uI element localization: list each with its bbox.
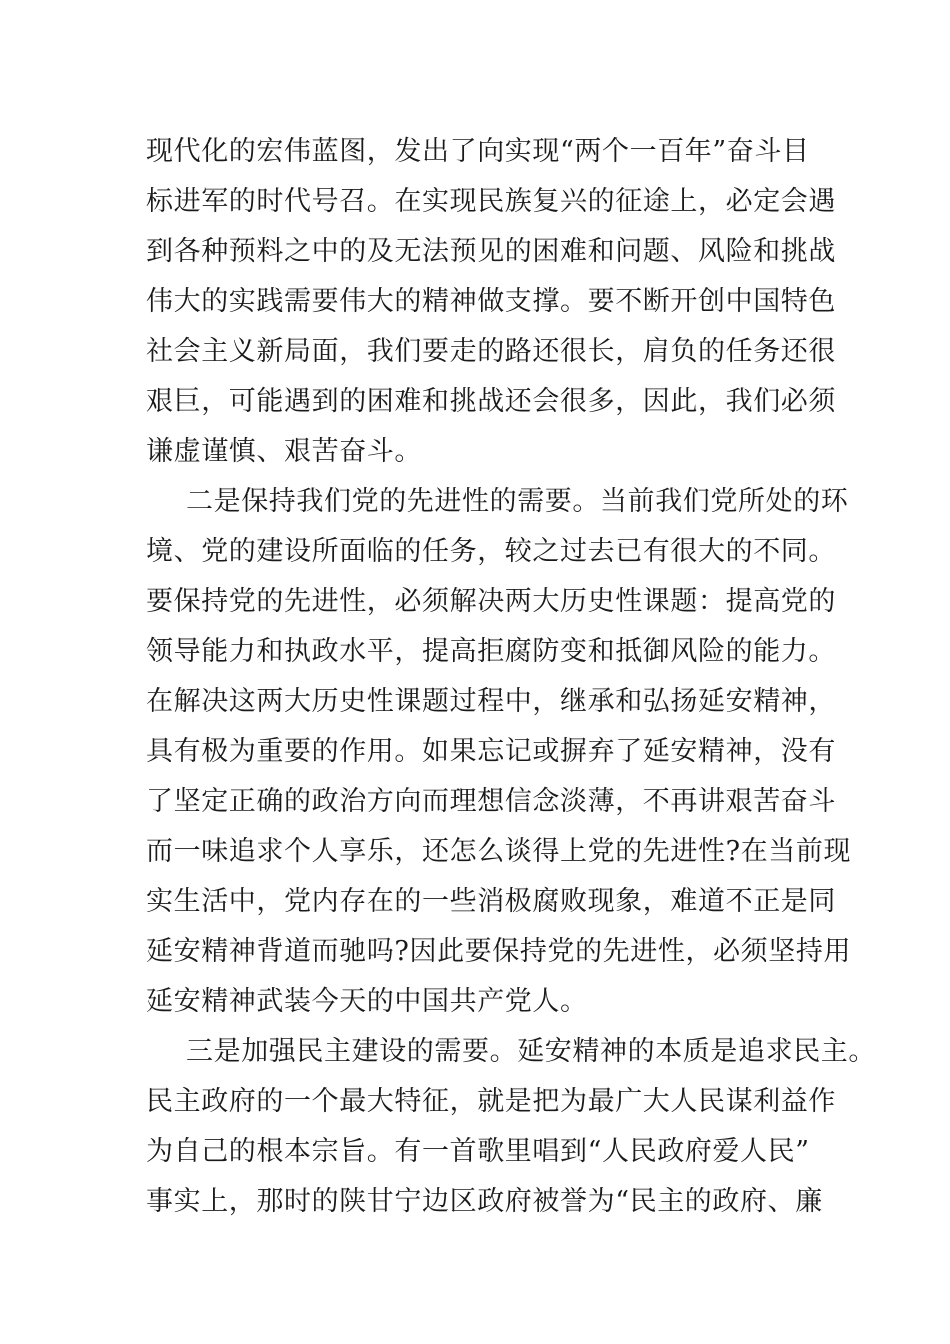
paragraph-start-line: 二是保持我们党的先进性的需要。当前我们党所处的环 <box>186 486 849 517</box>
paragraph-start-line: 三是加强民主建设的需要。延安精神的本质是追求民主。 <box>186 1036 876 1067</box>
text-line: 现代化的宏伟蓝图，发出了向实现“两个一百年”奋斗目 <box>146 136 810 167</box>
text-line: 到各种预料之中的及无法预见的困难和问题、风险和挑战 <box>146 236 836 267</box>
text-line: 延安精神武装今天的中国共产党人。 <box>146 986 588 1017</box>
text-line: 标进军的时代号召。在实现民族复兴的征途上，必定会遇 <box>146 186 836 217</box>
text-line: 境、党的建设所面临的任务，较之过去已有很大的不同。 <box>146 536 836 567</box>
text-line: 领导能力和执政水平，提高拒腐防变和抵御风险的能力。 <box>146 636 836 667</box>
text-line: 具有极为重要的作用。如果忘记或摒弃了延安精神，没有 <box>146 736 836 767</box>
text-line: 实生活中，党内存在的一些消极腐败现象，难道不正是同 <box>146 886 836 917</box>
text-line: 民主政府的一个最大特征，就是把为最广大人民谋利益作 <box>146 1086 836 1117</box>
text-line: 而一味追求个人享乐，还怎么谈得上党的先进性?在当前现 <box>146 836 852 867</box>
text-line: 伟大的实践需要伟大的精神做支撑。要不断开创中国特色 <box>146 286 836 317</box>
text-line: 要保持党的先进性，必须解决两大历史性课题：提高党的 <box>146 586 836 617</box>
text-line: 社会主义新局面，我们要走的路还很长，肩负的任务还很 <box>146 336 836 367</box>
text-line: 在解决这两大历史性课题过程中，继承和弘扬延安精神， <box>146 686 836 717</box>
text-line: 艰巨，可能遇到的困难和挑战还会很多，因此，我们必须 <box>146 386 836 417</box>
text-line: 事实上，那时的陕甘宁边区政府被誉为“民主的政府、廉 <box>146 1186 823 1217</box>
text-line: 延安精神背道而驰吗?因此要保持党的先进性，必须坚持用 <box>146 936 852 967</box>
text-line: 了坚定正确的政治方向而理想信念淡薄，不再讲艰苦奋斗 <box>146 786 836 817</box>
text-line: 为自己的根本宗旨。有一首歌里唱到“人民政府爱人民” <box>146 1136 810 1167</box>
text-line: 谦虚谨慎、艰苦奋斗。 <box>146 436 422 467</box>
